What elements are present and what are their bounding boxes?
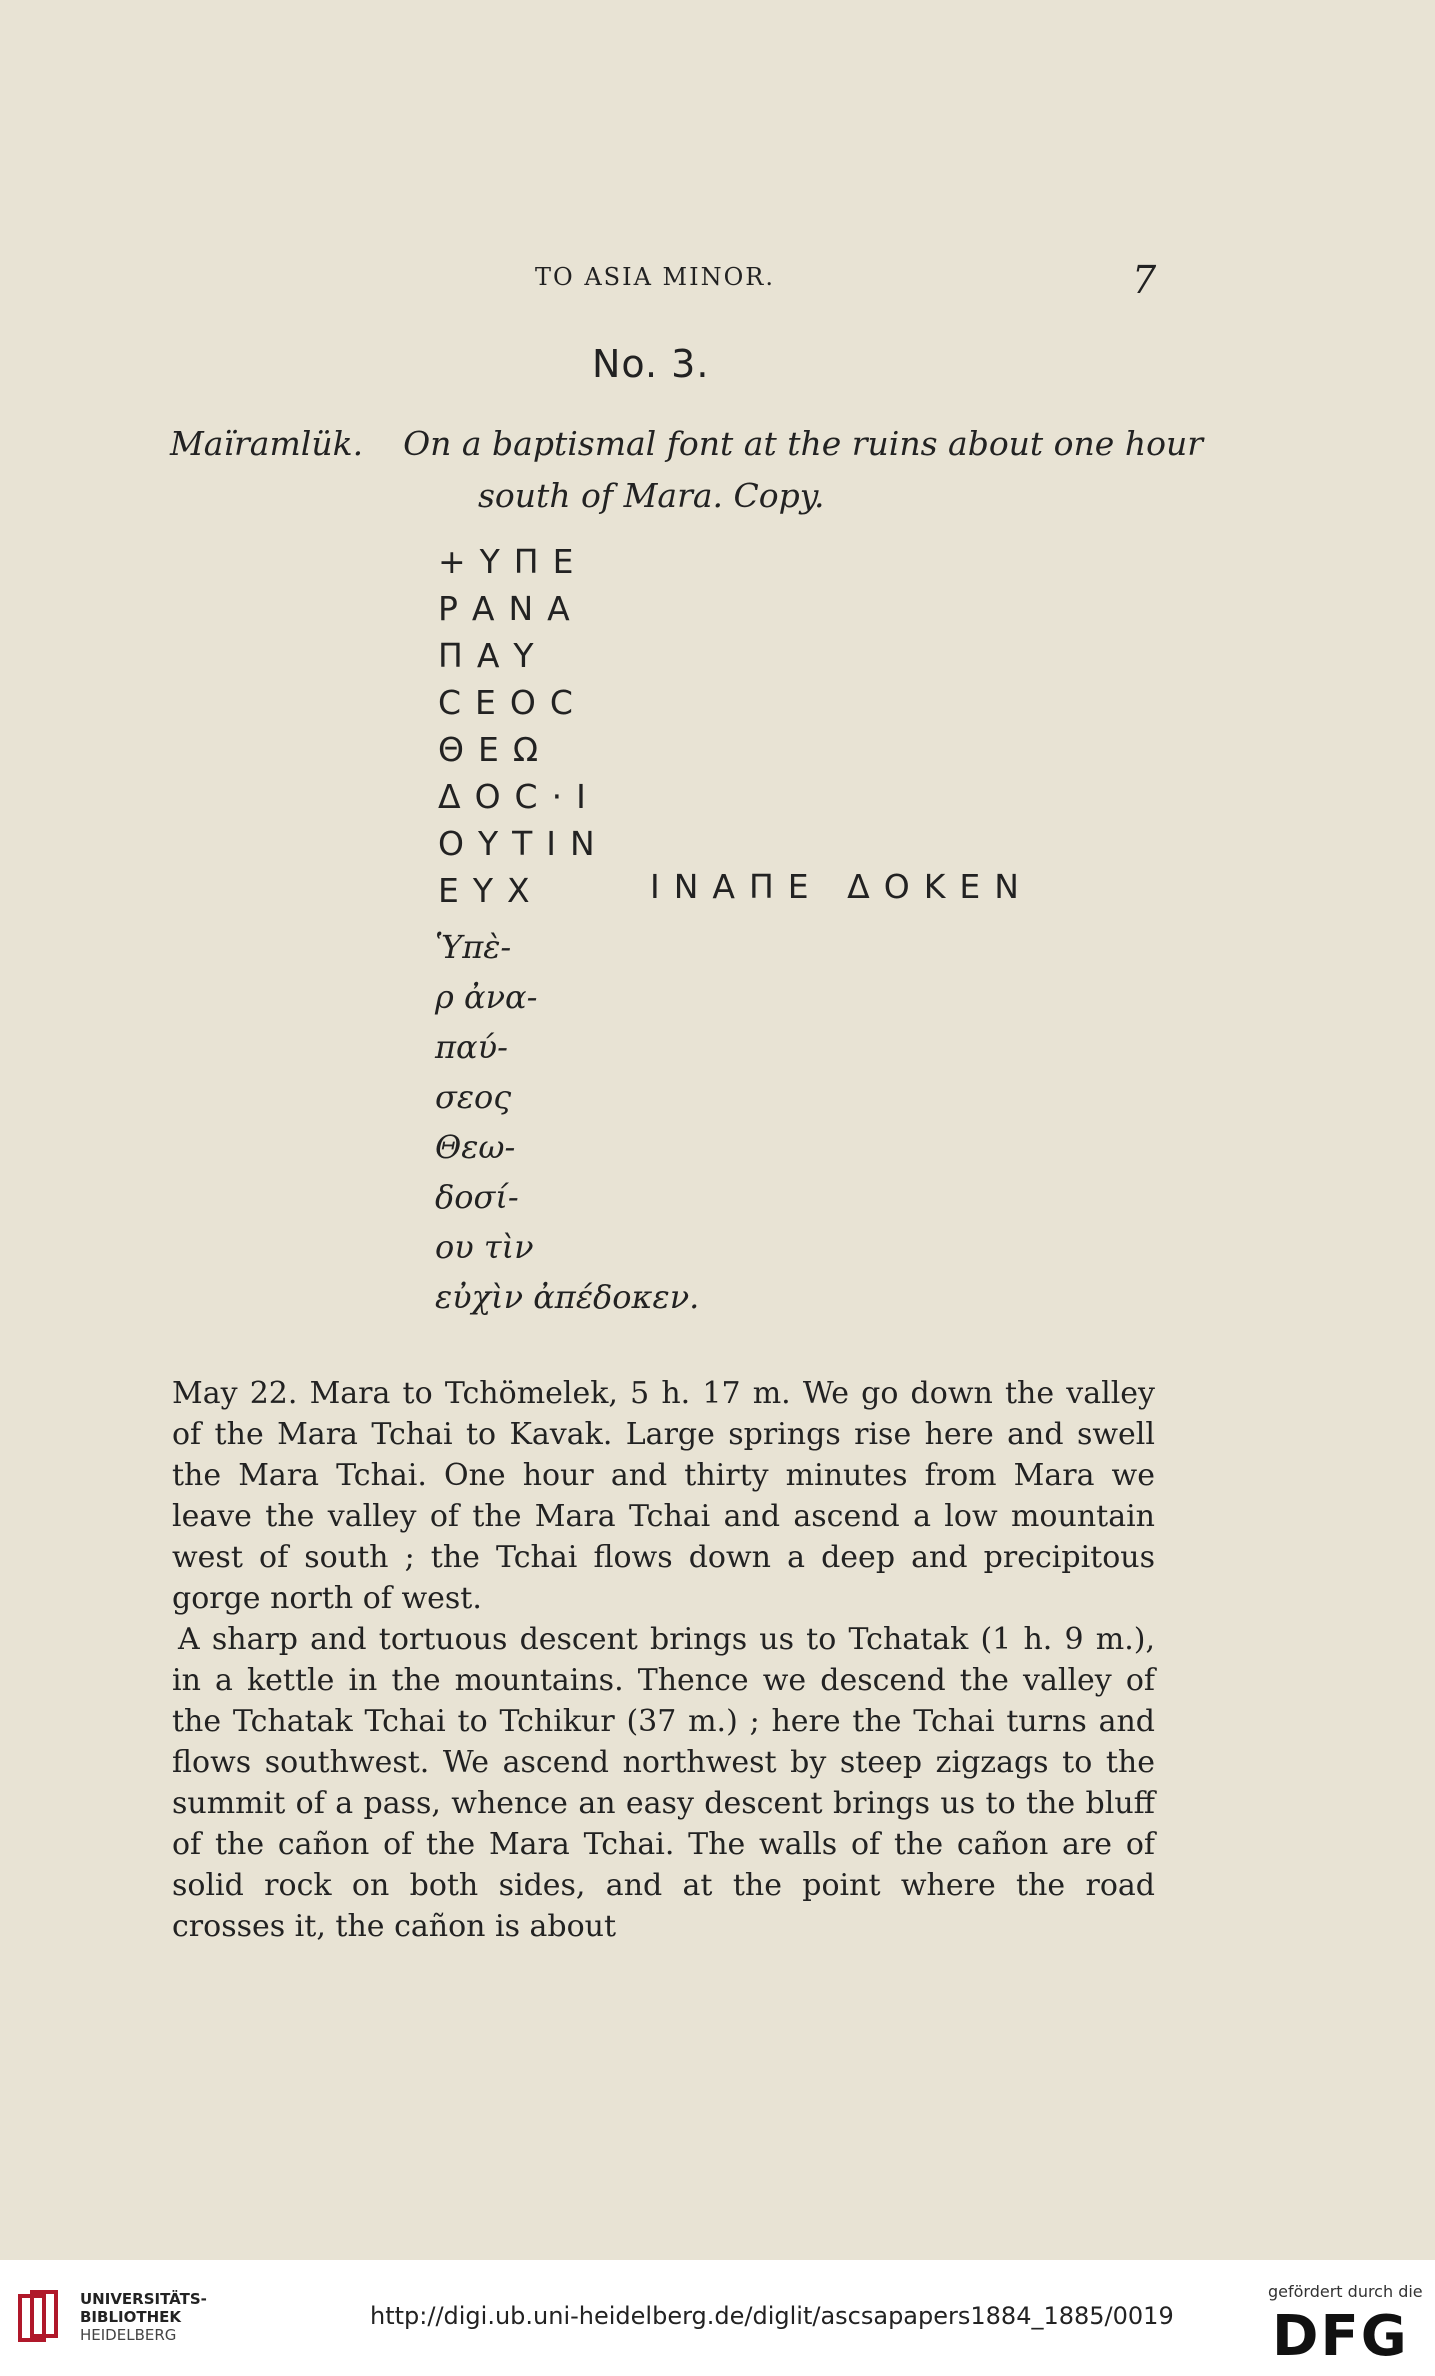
inscription-line: ΔΟC·Ι bbox=[438, 777, 600, 816]
inscription-line: ΡΑΝΑ bbox=[438, 589, 584, 628]
dfg-logo: DFG bbox=[1272, 2304, 1409, 2369]
greek-transcription bbox=[435, 922, 699, 1322]
funded-by-label: gefördert durch die bbox=[1268, 2282, 1423, 2301]
body-text bbox=[172, 1373, 1155, 1947]
transcription-line: ου τὶν bbox=[435, 1228, 534, 1266]
inscription-line: CΕΟC bbox=[438, 683, 587, 722]
paragraph: A sharp and tortuous descent brings us to Tchatak (1 h. 9 m.), in a kettle in the mountains. Thence we descend the valley of the Tchatak Tchai to Tchikur (37 m.) ; here the Tchai turns and flows southwest. We ascend northwest by steep zigzags to the summit of a pass, whence an easy descent brings us to the bluff of the cañon of the Mara Tchai. The walls of the cañon are of solid rock on both sides, and at the point where the road crosses it, the cañon is about bbox=[172, 1622, 1155, 1944]
transcription-line: εὐχὶν ἀπέδοκεν. bbox=[435, 1278, 700, 1316]
transcription-line: Θεω- bbox=[435, 1128, 516, 1166]
inscription-number-heading: No. 3. bbox=[592, 342, 710, 386]
inscription-line: ΠΑΥ bbox=[438, 636, 548, 675]
transcription-line: δοσί- bbox=[435, 1178, 519, 1216]
inscription-line: ΟΥΤΙΝ bbox=[438, 824, 609, 863]
transcription-line: παύ- bbox=[435, 1028, 508, 1066]
caption-description: On a baptismal font at the ruins about one hour bbox=[403, 424, 1203, 463]
transcription-line: Ὑπὲ- bbox=[435, 928, 512, 966]
running-title: TO ASIA MINOR. bbox=[535, 263, 775, 291]
page-number: 7 bbox=[1132, 258, 1157, 302]
transcription-line: σεος bbox=[435, 1078, 512, 1116]
digitization-footer bbox=[0, 2260, 1435, 2376]
inscription-line-tail: ΙΝΑΠΕ ΔΟΚΕΝ bbox=[650, 867, 1033, 906]
transcription-line: ρ ἀνα- bbox=[435, 978, 538, 1016]
inscription-line: ΘΕΩ bbox=[438, 730, 553, 769]
inscription-copy bbox=[438, 538, 609, 914]
inscription-line: ΕΥΧ bbox=[438, 871, 544, 910]
inscription-line: +ΥΠΕ bbox=[438, 542, 588, 581]
caption-line-2: south of Mara. Copy. bbox=[478, 476, 825, 515]
source-url-link[interactable]: http://digi.ub.uni-heidelberg.de/diglit/ascsapapers1884_1885/0019 bbox=[370, 2302, 1174, 2330]
caption-line-1 bbox=[170, 424, 1203, 463]
caption-place: Maïramlük. bbox=[170, 424, 364, 463]
library-logo-icon bbox=[14, 2288, 64, 2348]
paragraph: May 22. Mara to Tchömelek, 5 h. 17 m. We go down the valley of the Mara Tchai to Kavak. Large springs rise here and swell the Mara Tchai. One hour and thirty minutes from Mara we leave the valley of the Mara Tchai and ascend a low mountain west of south ; the Tchai flows down a deep and precipitous gorge north of west. bbox=[172, 1376, 1155, 1616]
library-name: UNIVERSITÄTS- BIBLIOTHEK HEIDELBERG bbox=[80, 2290, 207, 2344]
